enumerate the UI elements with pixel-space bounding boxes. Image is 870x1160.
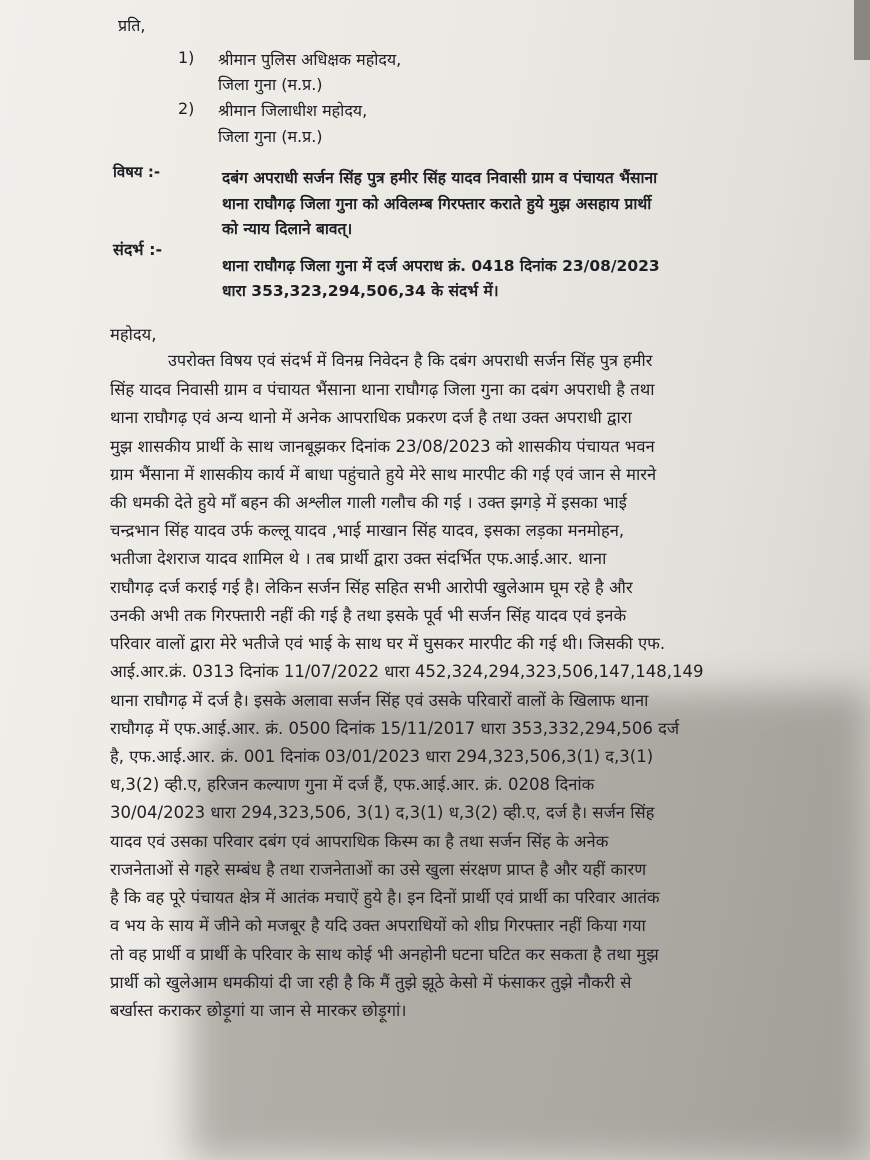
body-line-6: की धमकी देते हुये माँ बहन की अश्लील गाली गलौच की गई । उक्त झगड़े में इसका भाई [110, 493, 627, 512]
body-line-13: थाना राघौगढ़ में दर्ज है। इसके अलावा सर्जन सिंह एवं उसके परिवारों वालों के खिलाफ थाना [110, 691, 649, 710]
body-line-9: राघौगढ़ दर्ज कराई गई है। लेकिन सर्जन सिंह सहित सभी आरोपी खुलेआम घूम रहे है और [110, 578, 633, 597]
body-line-18: यादव एवं उसका परिवार दबंग एवं आपराधिक किस्म का है तथा सर्जन सिंह के अनेक [110, 832, 609, 851]
recipient-2-address: जिला गुना (म.प्र.) [218, 127, 323, 146]
body-line-2: सिंह यादव निवासी ग्राम व पंचायत भैंसाना थाना राघौगढ़ जिला गुना का दबंग अपराधी है तथा [110, 380, 655, 399]
body-line-7: चन्द्रभान सिंह यादव उर्फ कल्लू यादव ,भाई माखान सिंह यादव, इसका लड़का मनमोहन, [110, 521, 625, 540]
body-line-23: प्रार्थी को खुलेआम धमकीयां दी जा रही है कि मैं तुझे झूठे केसो में फंसाकर तुझे नौकरी से [110, 973, 632, 992]
body-line-14: राघौगढ़ में एफ.आई.आर. क्रं. 0500 दिनांक 15/11/2017 धारा 353,332,294,506 दर्ज [110, 719, 680, 738]
reference-line-1: थाना राघौगढ़ जिला गुना में दर्ज अपराध क्रं. 0418 दिनांक 23/08/2023 [222, 257, 660, 275]
body-line-4: मुझ शासकीय प्रार्थी के साथ जानबूझकर दिनांक 23/08/2023 को शासकीय पंचायत भवन [110, 437, 655, 456]
body-line-8: भतीजा देशराज यादव शामिल थे । तब प्रार्थी द्वारा उक्त संदर्भित एफ.आई.आर. थाना [110, 549, 607, 568]
subject-label: विषय :- [113, 163, 161, 181]
subject-line-3: को न्याय दिलाने बावत्। [222, 220, 353, 238]
recipient-1-number: 1) [178, 48, 195, 67]
recipient-1-title: श्रीमान पुलिस अधिक्षक महोदय, [218, 50, 402, 69]
body-line-11: परिवार वालों द्वारा मेरे भतीजे एवं भाई के साथ घर में घुसकर मारपीट की गई थी। जिसकी एफ. [110, 634, 666, 653]
addressee-label: प्रति, [118, 16, 146, 35]
body-line-20: है कि वह पूरे पंचायत क्षेत्र में आतंक मचाऐं हुये है। इन दिनों प्रार्थी एवं प्रार्थी का परिवार आतंक [110, 888, 660, 907]
reference-line-2: धारा 353,323,294,506,34 के संदर्भ में। [222, 282, 499, 300]
body-line-12: आई.आर.क्रं. 0313 दिनांक 11/07/2022 धारा 452,324,294,323,506,147,148,149 [110, 662, 704, 681]
body-line-10: उनकी अभी तक गिरफ्तारी नहीं की गई है तथा इसके पूर्व भी सर्जन सिंह यादव एवं इनके [110, 606, 627, 625]
recipient-2-title: श्रीमान जिलाधीश महोदय, [218, 101, 368, 120]
body-line-16: ध,3(2) व्ही.ए, हरिजन कल्याण गुना में दर्ज हैं, एफ.आई.आर. क्रं. 0208 दिनांक [110, 775, 595, 794]
body-line-21: व भय के साय में जीने को मजबूर है यदि उक्त अपराधियों को शीघ्र गिरफ्तार नहीं किया गया [110, 916, 646, 935]
subject-line-1: दबंग अपराधी सर्जन सिंह पुत्र हमीर सिंह यादव निवासी ग्राम व पंचायत भैंसाना [222, 169, 658, 187]
body-line-17: 30/04/2023 धारा 294,323,506, 3(1) द,3(1) ध,3(2) व्ही.ए, दर्ज है। सर्जन सिंह [110, 803, 655, 822]
body-line-1: उपरोक्त विषय एवं संदर्भ में विनम्र निवेदन है कि दबंग अपराधी सर्जन सिंह पुत्र हमीर [168, 351, 653, 370]
recipient-2-number: 2) [178, 99, 195, 118]
subject-line-2: थाना राघौगढ़ जिला गुना को अविलम्ब गिरफ्तार कराते हुये मुझ असहाय प्रार्थी [222, 195, 652, 213]
recipient-1-address: जिला गुना (म.प्र.) [218, 75, 323, 94]
salutation: महोदय, [110, 325, 157, 344]
reference-label: संदर्भ :- [113, 240, 163, 259]
body-line-24: बर्खास्त कराकर छोड़ूगां या जान से मारकर छोड़ूगां। [110, 1001, 407, 1020]
body-line-22: तो वह प्रार्थी व प्रार्थी के परिवार के साथ कोई भी अनहोनी घटना घटित कर सकता है तथा मुझ [110, 945, 659, 964]
body-line-5: ग्राम भैंसाना में शासकीय कार्य में बाधा पहुंचाते हुये मेरे साथ मारपीट की गई एवं जान से मारने [110, 465, 657, 484]
body-line-3: थाना राघौगढ़ एवं अन्य थानो में अनेक आपराधिक प्रकरण दर्ज है तथा उक्त अपराधी द्वारा [110, 408, 632, 427]
body-line-15: है, एफ.आई.आर. क्रं. 001 दिनांक 03/01/2023 धारा 294,323,506,3(1) द,3(1) [110, 747, 654, 766]
page-edge [854, 0, 870, 60]
body-line-19: राजनेताओं से गहरे सम्बंध है तथा राजनेताओं का उसे खुला संरक्षण प्राप्त है और यहीं कारण [110, 860, 647, 879]
